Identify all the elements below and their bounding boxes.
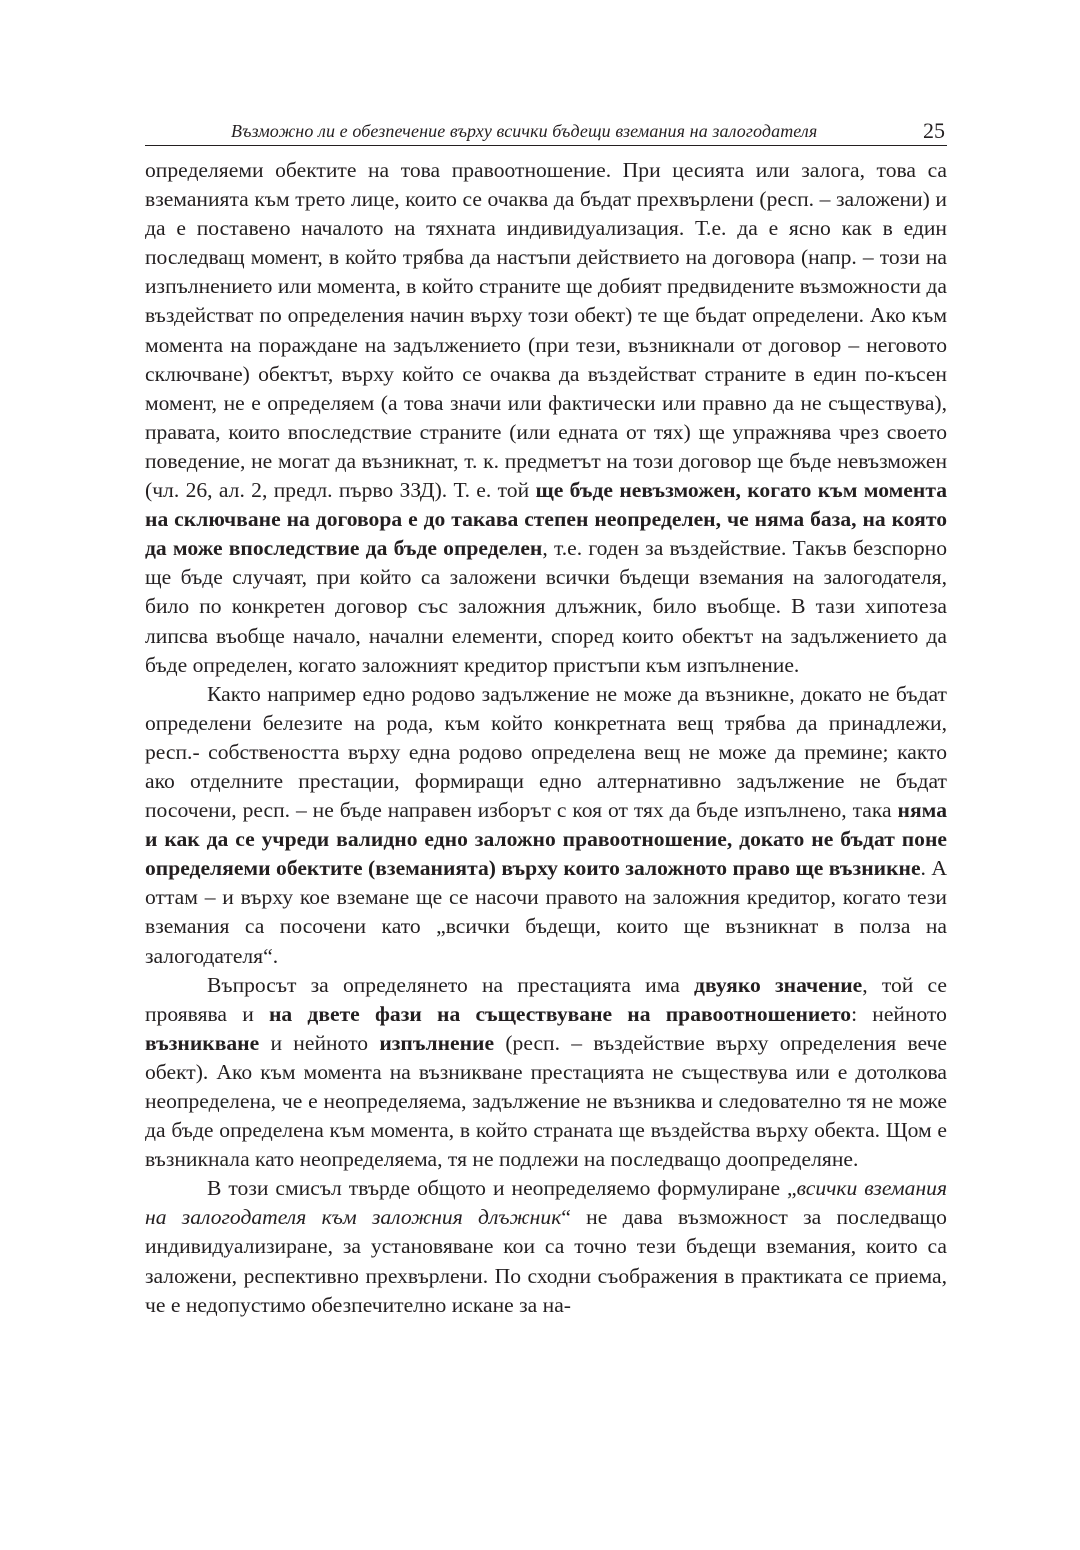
bold-run: на двете фази на съществуване на правоотношението	[268, 1001, 852, 1026]
paragraph-3	[145, 971, 947, 1175]
bold-run: изпълнение	[379, 1030, 495, 1055]
text-run: В този смисъл твърде общото и неопределяемо формулиране „	[207, 1176, 797, 1201]
text-run: определяеми обектите на това правоотношение. При цесията или залога, това са вземанията към трето лице, които се очаква да бъдат прехвърлени (респ. – заложени) и да е поставено началото на тяхната индивидуализация. Т.е. да е ясно как в един последващ момент, в който трябва да настъпи действието на договора (напр. – този на изпълнението или момента, в който страните ще добият предвидените възможности да въздействат по определения начин върху този обект) те ще бъдат определени. Ако към момента на пораждане на задължението (при тези, възникнали от договор – неговото сключване) обектът, върху който се очаква да въздействат страните в един по-късен момент, не е определяем (а това значи или фактически или правно да не съществува), правата, които впоследствие страните (или едната от тях) ще упражнява чрез своето поведение, не могат да възникнат, т. к. предметът на този договор ще бъде невъзможен (чл. 26, ал. 2, предл. първо ЗЗД). Т. е. той	[145, 158, 947, 503]
text-run: “ не дава възможност за последващо индивидуализиране, за установяване кои са точно тези бъдещи вземания, които са заложени, респективно прехвърлени. По сходни съображения в практиката се приема, че е недопустимо обезпечително искане за на-	[145, 1205, 947, 1317]
bold-run: няма и как да се учреди валидно едно заложно правоотношение, докато не бъдат поне определяеми обектите (вземанията) върху които заложното право ще възникне	[145, 798, 947, 881]
text-run: Както например едно родово задължение не може да възникне, докато не бъдат определени белезите на рода, към който конкретната вещ трябва да принадлежи, респ.- собствеността върху една родово определена вещ не може да премине; както ако отделните престации, формиращи едно алтернативно задължение не бъдат посочени, респ. – не бъде направен изборът с коя от тях да бъде изпълнено, така	[145, 681, 947, 823]
paragraph-2	[145, 680, 947, 971]
bold-run: двуяко значение	[694, 972, 863, 997]
running-title: Възможно ли е обезпечение върху всички бъдещи вземания на залогодателя	[231, 121, 818, 141]
running-head	[145, 112, 947, 146]
text-run: и нейното	[259, 1030, 380, 1055]
body-text	[145, 156, 947, 1320]
paragraph-1	[145, 156, 947, 680]
page	[145, 112, 947, 1320]
page-number: 25	[923, 118, 945, 143]
text-run: Въпросът за определянето на престацията има	[207, 972, 695, 997]
bold-run: възникване	[145, 1030, 260, 1055]
text-run: , т.е. годен за въздействие. Такъв безспорно ще бъде случаят, при който са заложени всички бъдещи вземания на залогодателя, било по конкретен договор със заложния длъжник, било въобще. В тази хипотеза липсва въобще начало, начални елементи, според които обектът на задължението да бъде определен, когато заложният кредитор пристъпи към изпълнение.	[145, 536, 948, 677]
text-run: , той се проявява и	[145, 972, 947, 1026]
text-run: (респ. – въздействие върху определения вече обект). Ако към момента на възникване престацията не съществува или е дотолкова неопределена, че е неопределяема, задължение не възниква и следователно тя не може да бъде определена към момента, в който страната ще въздейства върху обекта. Щом е възникнала като неопределяема, тя не подлежи на последващо доопределяне.	[145, 1030, 947, 1172]
text-run: . А оттам – и върху кое вземане ще се насочи правото на заложния кредитор, когато тези вземания са посочени като „всички бъдещи, които ще възникнат в полза на залогодателя“.	[145, 856, 947, 968]
italic-run: всички вземания на залогодателя към заложния длъжник	[145, 1176, 947, 1230]
paragraph-4	[145, 1174, 947, 1319]
bold-run: ще бъде невъзможен, когато към момента на сключване на договора е до такава степен неопределен, че няма база, на която да може впоследствие да бъде определен	[145, 478, 948, 561]
text-run: : нейното	[851, 1001, 947, 1026]
